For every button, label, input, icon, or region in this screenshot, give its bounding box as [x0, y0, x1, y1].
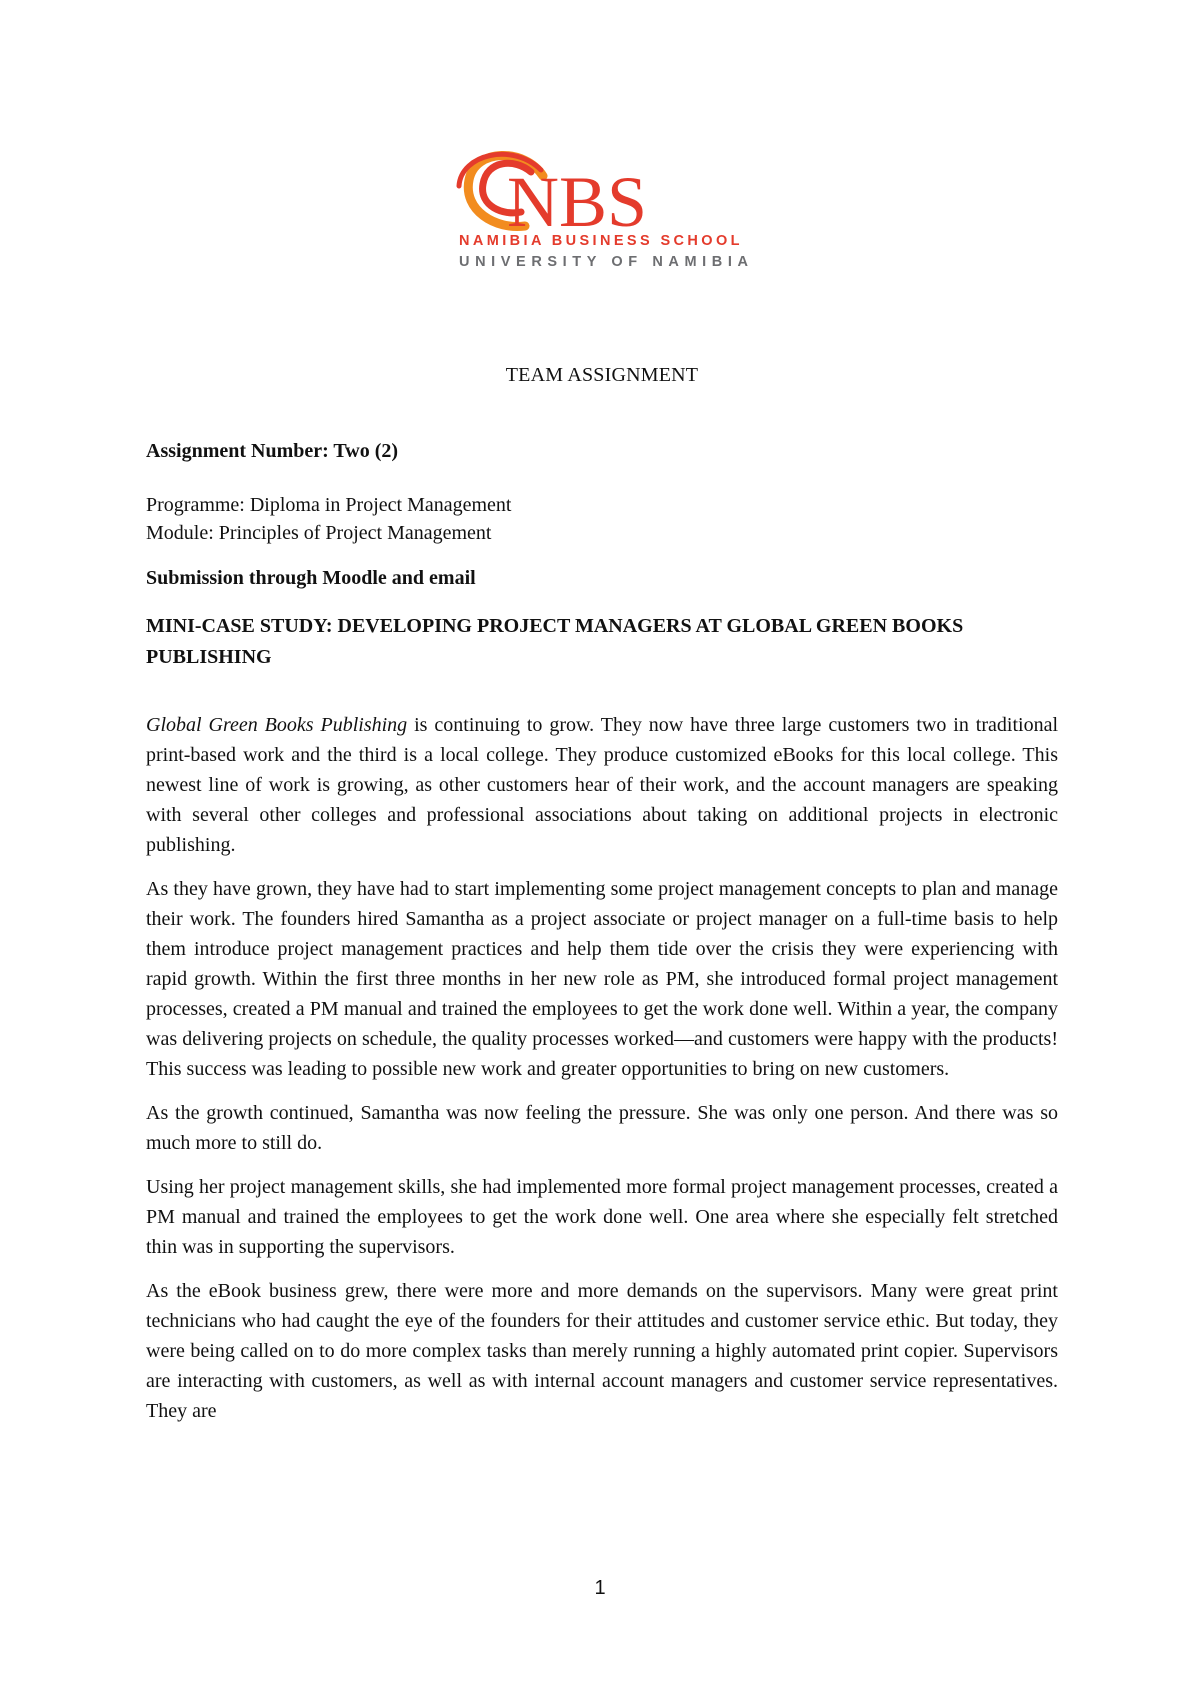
nbs-logo	[455, 148, 755, 298]
programme-line: Programme: Diploma in Project Management	[146, 494, 512, 516]
page-title: TEAM ASSIGNMENT	[505, 364, 699, 386]
paragraph-3: As the growth continued, Samantha was now feeling the pressure. She was only one person. And there was so much more to still do.	[146, 1102, 1058, 1154]
case-study-title: MINI-CASE STUDY: DEVELOPING PROJECT MANAGERS AT GLOBAL GREEN BOOKS PUBLISHING	[146, 615, 964, 668]
paragraph-1	[146, 710, 1058, 860]
paragraph-5: As the eBook business grew, there were more and more demands on the supervisors. Many were great print technicians who had caught the eye of the founders for their attitudes and customer service ethic. But today, they were being called on to do more complex tasks than merely running a highly automated print copier. Supervisors are interacting with customers, as well as with internal account managers and customer service representatives. They are	[146, 1280, 1058, 1422]
nbs-logo-graphic	[455, 148, 755, 298]
assignment-number: Assignment Number: Two (2)	[146, 440, 399, 462]
page-number: 1	[594, 1577, 606, 1599]
document-body	[146, 350, 1058, 1426]
company-name: Global Green Books Publishing	[146, 714, 408, 736]
logo-university-name: UNIVERSITY OF NAMIBIA	[459, 254, 754, 270]
submission-note: Submission through Moodle and email	[146, 567, 476, 589]
programme-block	[146, 491, 1058, 547]
paragraph-2: As they have grown, they have had to start implementing some project management concepts to plan and manage their work. The founders hired Samantha as a project associate or project manager on a full-time basis to help them introduce project management practices and help them tide over the crisis they were experiencing with rapid growth. Within the first three months in her new role as PM, she introduced formal project management processes, created a PM manual and trained the employees to get the work done well. Within a year, the company was delivering projects on schedule, the quality processes worked—and customers were happy with the products! This success was leading to possible new work and greater opportunities to bring on new customers.	[146, 878, 1058, 1080]
paragraph-1-text: is continuing to grow. They now have three large customers two in traditional print-based work and the third is a local college. They produce customized eBooks for this local college. This newest line of work is growing, as other customers hear of their work, and the account managers are speaking with several other colleges and professional associations about taking on additional projects in electronic publishing.	[146, 714, 1059, 856]
logo-school-name: NAMIBIA BUSINESS SCHOOL	[459, 233, 743, 249]
logo-letters: NBS	[507, 162, 648, 242]
paragraph-4: Using her project management skills, she had implemented more formal project management processes, created a PM manual and trained the employees to get the work done well. One area where she especially felt stretched thin was in supporting the supervisors.	[146, 1176, 1058, 1258]
module-line: Module: Principles of Project Management	[146, 522, 492, 544]
